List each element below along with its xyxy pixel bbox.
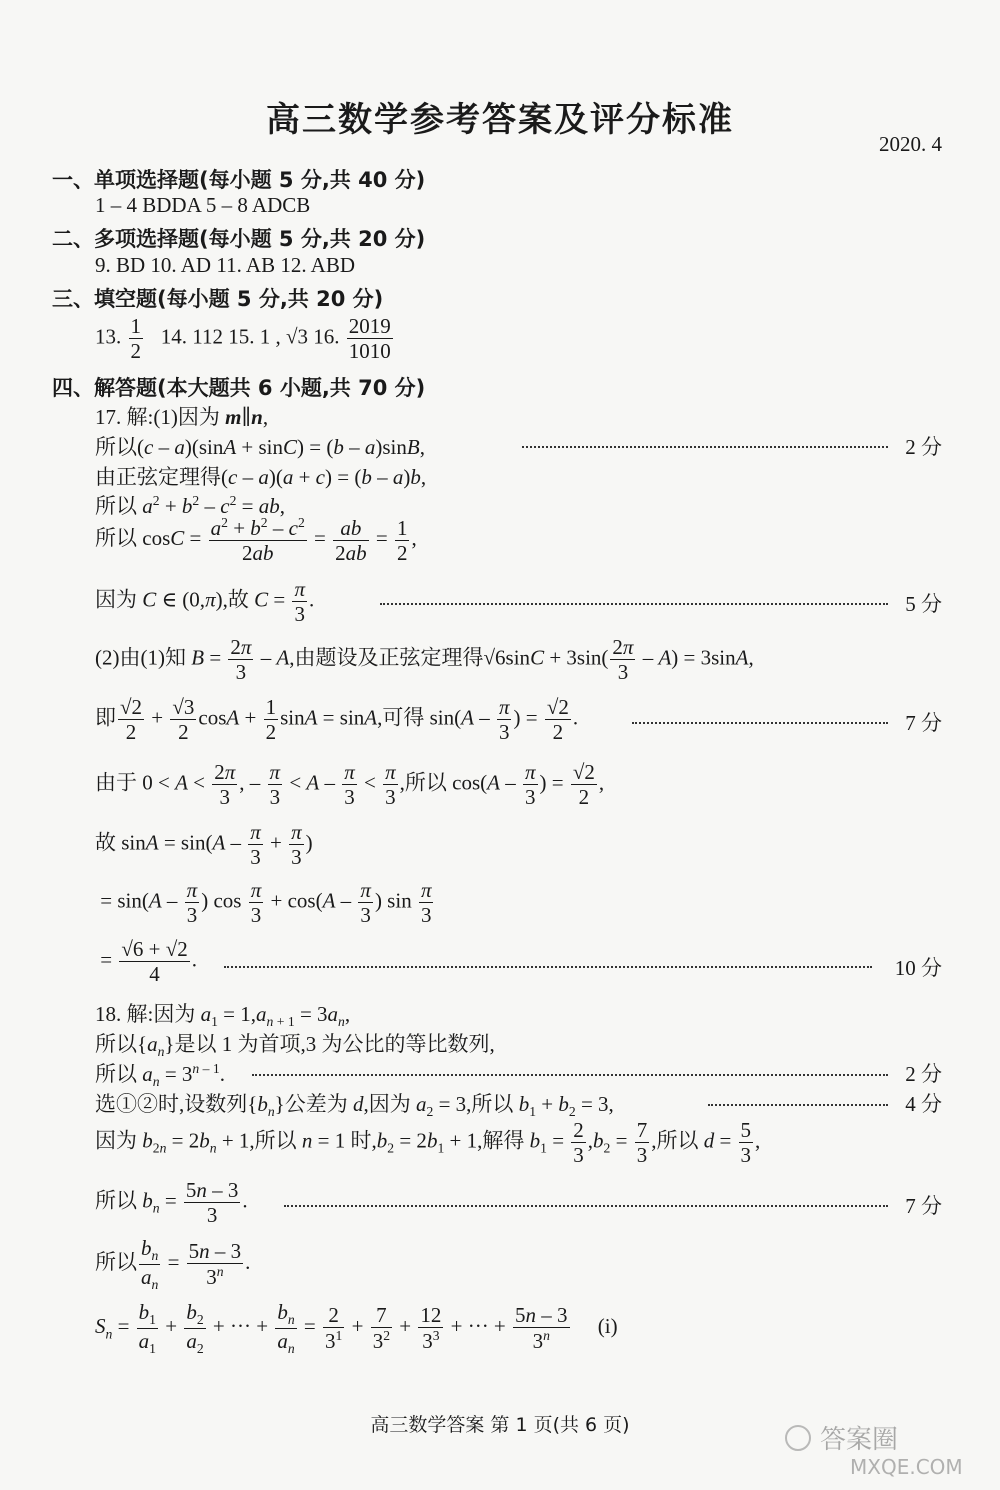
p17-line-3: 由正弦定理得(c – a)(a + c) = (b – a)b,	[95, 465, 427, 489]
p17-line-1: 17. 解:(1)因为 m∥n,	[95, 405, 269, 429]
score-7b: 7 分	[905, 1194, 942, 1218]
dot-leader	[632, 722, 888, 724]
score-10: 10 分	[894, 956, 942, 980]
p17-line-11: = sin(A – $\frac{\pi}{3}$ ) cos $\frac{\pi}{3}$ + cos(A – $\frac{\pi}{3}$ ) sin $\frac{\pi}{3}$	[95, 878, 432, 928]
q14-15-16-labels: 14. 112 15. 1 , √3 16.	[160, 324, 340, 349]
score-5: 5 分	[905, 592, 942, 616]
watermark-brand: 答案圈	[820, 1425, 899, 1455]
q13-fraction: $\frac{1}{2}$	[130, 314, 141, 364]
section-heading-solutions: 四、解答题(本大题共 6 小题,共 70 分)	[52, 376, 426, 400]
page-title: 高三数学参考答案及评分标准	[266, 100, 734, 140]
fill-blank-answers	[95, 314, 395, 363]
section-heading-single-choice: 一、单项选择题(每小题 5 分,共 40 分)	[52, 168, 426, 192]
dot-leader	[224, 966, 872, 968]
dot-leader	[522, 446, 888, 448]
p18-line-8: $S_n$ = $\frac{b_1}{a_1}$ + $\frac{b_2}{a_2}$ + ··· + $\frac{b_n}{a_n}$ = $\frac{2}{3^1}$ + $\frac{7}{3^2}$ + $\frac{12}{3^3}$ + ··· + $\frac{5n - 3}{3^n}$ (i)	[95, 1300, 618, 1357]
q13-label: 13.	[95, 324, 122, 349]
p17-line-7: (2)由(1)知 B = $\frac{2\pi}{3}$ – A,由题设及正弦定理得√6sinC + 3sin( $\frac{2\pi}{3}$ – A) = 3sinA,	[95, 635, 754, 685]
score-7: 7 分	[905, 711, 942, 735]
p17-line-12: = $\frac{√6 + √2}{4}$ .	[95, 937, 197, 987]
p17-line-9: 由于 0 < A < $\frac{2\pi}{3}$ , – $\frac{\pi}{3}$ < A – $\frac{\pi}{3}$ < $\frac{\pi}{3}$ ,所以 cos(A – $\frac{\pi}{3}$ ) = $\frac{√2}{2}$ ,	[95, 760, 605, 810]
p17-line-8: 即 $\frac{√2}{2}$ + $\frac{√3}{2}$ cosA + $\frac{1}{2}$ sinA = sinA,可得 sin(A – $\frac{\pi}{3}$ ) = $\frac{√2}{2}$ .	[95, 695, 579, 745]
dot-leader	[708, 1104, 888, 1106]
watermark-site: MXQE.COM	[850, 1455, 963, 1479]
p18-line-7: 所以 $\frac{b_n}{a_n}$ = $\frac{5n - 3}{3^n}$ .	[95, 1236, 251, 1293]
p18-line-4: 选①②时,设数列$\{b_n\}$公差为 d,因为 $a_2 = 3$,所以 $b_1 + b_2 = 3$,	[95, 1092, 614, 1120]
section-heading-multi-choice: 二、多项选择题(每小题 5 分,共 20 分)	[52, 227, 426, 251]
p17-line-5: 所以 cosC = $\frac{a^2 + b^2 - c^2}{2ab}$ = $\frac{ab}{2ab}$ = $\frac{1}{2}$ ,	[95, 515, 417, 566]
p18-line-1: 18. 解:因为 $a_1 = 1,a_{n + 1} = 3a_n$,	[95, 1002, 351, 1030]
p17-line-10: 故 sinA = sin(A – $\frac{\pi}{3}$ + $\frac{\pi}{3}$ )	[95, 820, 313, 870]
dot-leader	[252, 1074, 888, 1076]
score-2b: 2 分	[905, 1062, 942, 1086]
p17-line-6: 因为 C ∈ (0,π),故 C = $\frac{\pi}{3}$ .	[95, 577, 315, 627]
section-heading-fill-blank: 三、填空题(每小题 5 分,共 20 分)	[52, 287, 384, 311]
p18-line-6: 所以 $b_n$ = $\frac{5n - 3}{3}$ .	[95, 1178, 248, 1228]
q16-fraction: $\frac{2019}{1010}$	[348, 314, 391, 364]
p17-line-2: 所以(c – a)(sinA + sinC) = (b – a)sinB,	[95, 435, 425, 459]
score-4: 4 分	[905, 1092, 942, 1116]
dot-leader	[284, 1205, 888, 1207]
p18-line-3: 所以 $a_n = 3^{n - 1}$.	[95, 1061, 225, 1090]
watermark-logo	[780, 1420, 980, 1480]
p17-line-4: 所以 $a^2 + b^2 - c^2$ = ab,	[95, 493, 285, 518]
dot-leader	[380, 603, 888, 605]
page-footer: 高三数学答案 第 1 页(共 6 页)	[370, 1414, 630, 1436]
p18-line-5: 因为 $b_{2n} = 2b_n + 1$,所以 n = 1 时$,b_2 = 2b_1 + 1$,解得 $b_1$ = $\frac{2}{3}$ $,b_2$ = $\frac{7}{3}$ ,所以 d = $\frac{5}{3}$ ,	[95, 1118, 761, 1168]
score-2: 2 分	[905, 435, 942, 459]
single-choice-answers: 1 – 4 BDDA 5 – 8 ADCB	[95, 193, 311, 217]
p18-line-2: 所以$\{a_n\}$是以 1 为首项,3 为公比的等比数列,	[95, 1032, 495, 1060]
multi-choice-answers: 9. BD 10. AD 11. AB 12. ABD	[95, 253, 356, 277]
date-label: 2020. 4	[879, 132, 942, 156]
